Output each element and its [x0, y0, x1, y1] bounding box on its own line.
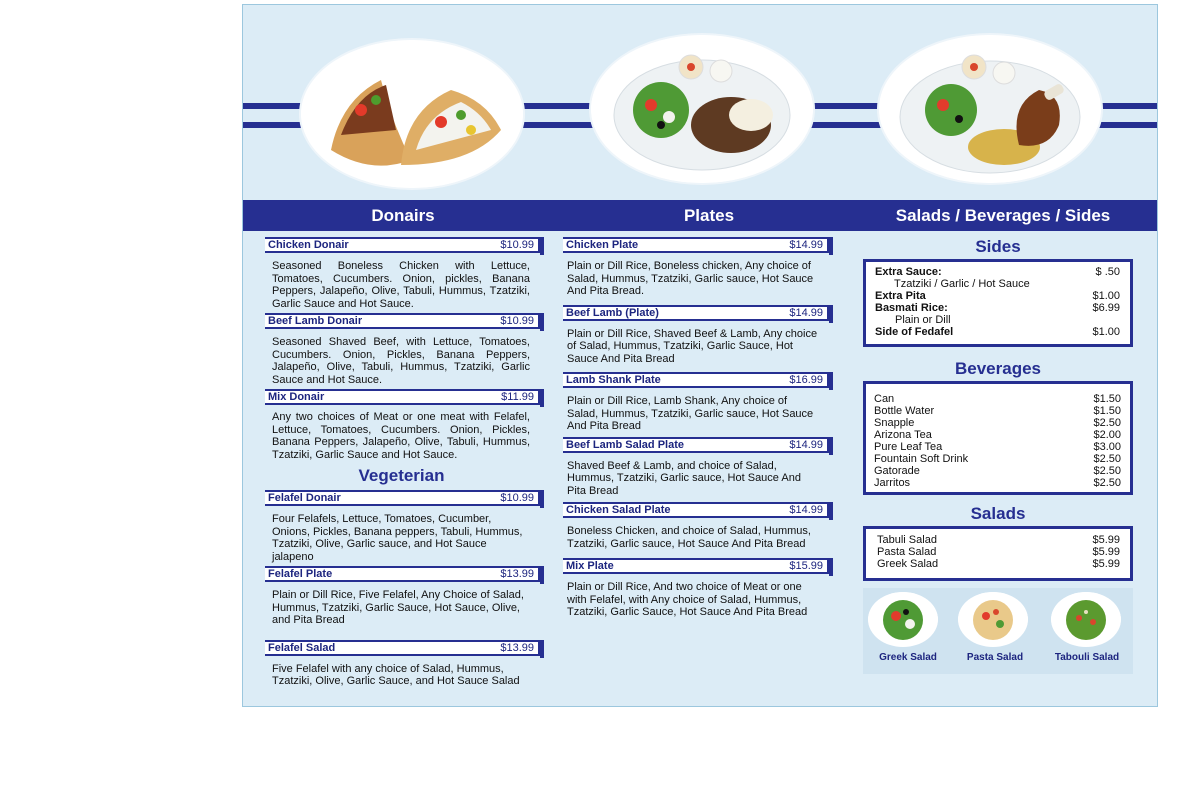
item-price: $16.99 [789, 374, 823, 386]
side-name: Extra Pita [875, 290, 926, 302]
item-description: Plain or Dill Rice, Five Felafel, Any Choice of Salad, Hummus, Tzatziki, Garlic Sauce, Hot Sauce, Olive, and Pita Bread [272, 589, 524, 626]
menu-item [265, 490, 538, 566]
item-name: Felafel Salad [268, 641, 336, 654]
beverages-heading: Beverages [954, 359, 1041, 378]
item-description: Seasoned Shaved Beef, with Lettuce, Tomatoes, Cucumbers. Onion, Pickles, Banana Peppers, Jalapeño, Olive, Tabuli, Hummus, Tzatziki, Garlic Sauce and Hot Sauce. [272, 336, 530, 386]
item-header [265, 640, 538, 656]
menu-item [563, 558, 827, 622]
section-header-bar [243, 200, 1157, 231]
side-price: $1.00 [1092, 326, 1120, 338]
salad-row-price: $5.99 [1092, 534, 1120, 546]
donairs-column [265, 237, 538, 691]
menu-board [242, 4, 1158, 707]
beverage-row-name: Gatorade [874, 465, 920, 477]
vegeterian-heading: Vegeterian [358, 466, 445, 485]
item-header [265, 389, 538, 405]
item-name: Beef Lamb Salad Plate [566, 438, 684, 451]
item-price: $13.99 [500, 568, 534, 580]
item-header [563, 502, 827, 518]
menu-item [563, 305, 827, 369]
beverage-row [874, 477, 1121, 489]
item-description: Any two choices of Meat or one meat with Felafel, Lettuce, Tomatoes, Cucumbers. Onion, Pickles, Banana Peppers, Jalapeño, Olive, Tabuli, Hummus, Tzatziki, Garlic Sauce and Hot Sauce. [272, 411, 530, 461]
side-name: Extra Sauce: [875, 266, 942, 278]
beverage-row-name: Bottle Water [874, 405, 935, 417]
greek-salad-caption: Greek Salad [879, 652, 937, 663]
beverage-row-name: Can [874, 393, 895, 405]
salads-box [863, 526, 1133, 581]
salad-row-name: Pasta Salad [877, 546, 937, 558]
beverage-row-name: Snapple [874, 417, 915, 429]
beverage-row [874, 393, 1121, 405]
beverage-row-name: Jarritos [874, 477, 911, 489]
item-name: Beef Lamb Donair [268, 315, 363, 327]
item-header [265, 313, 538, 329]
item-description: Seasoned Boneless Chicken with Lettuce, Tomatoes, Cucumbers. Onion, pickles, Banana Peppers, Jalapeño, Olive, Tabuli, Hummus, Tzatziki, Garlic Sauce and Hot Sauce. [272, 260, 530, 310]
beverage-list [874, 393, 1121, 489]
menu-item [265, 389, 538, 464]
item-header [563, 237, 827, 253]
beverages-box [863, 381, 1133, 495]
side-row [875, 326, 1120, 338]
item-name: Mix Plate [566, 560, 614, 572]
beverage-row-name: Arizona Tea [874, 429, 932, 441]
item-description: Five Felafel with any choice of Salad, Hummus, Tzatziki, Olive, Garlic Sauce, and Hot Sauce Salad [272, 662, 520, 687]
item-description: Plain or Dill Rice, Shaved Beef & Lamb, Any choice of Salad, Hummus, Tzatziki, Garlic Sauce, Hot Sauce And Pita Bread [567, 327, 818, 365]
side-note: Tzatziki / Garlic / Hot Sauce [894, 278, 1030, 290]
beverage-row-name: Pure Leaf Tea [874, 441, 943, 453]
item-description: Plain or Dill Rice, And two choice of Meat or one with Felafel, with Any choice of Salad, Hummus, Tzatziki, Garlic Sauce, Hot Sauce And Pita Bread [567, 581, 808, 618]
side-price: $ .50 [1095, 266, 1120, 278]
item-name: Beef Lamb (Plate) [566, 306, 659, 319]
side-row [875, 290, 1120, 302]
sides-column [863, 237, 1133, 674]
item-description: Plain or Dill Rice, Boneless chicken, Any choice of Salad, Hummus, Tzatziki, Garlic sauce, Hot Sauce And Pita Bread. [567, 260, 814, 297]
item-header [563, 437, 827, 453]
item-name: Felafel Donair [268, 492, 341, 504]
item-price: $13.99 [500, 641, 534, 654]
salad-photos [863, 588, 1133, 674]
item-price: $14.99 [789, 438, 823, 451]
beverage-row-price: $3.00 [1093, 441, 1121, 453]
tabouli-salad-photo [1051, 592, 1121, 647]
item-price: $10.99 [500, 492, 534, 504]
beverage-row-price: $2.50 [1093, 453, 1121, 465]
beverage-row-price: $2.50 [1093, 465, 1121, 477]
item-name: Lamb Shank Plate [566, 374, 661, 386]
beverage-row [874, 441, 1121, 453]
sides-box [863, 259, 1133, 347]
item-name: Chicken Donair [268, 239, 349, 251]
menu-item [265, 237, 538, 313]
menu-item [265, 313, 538, 389]
donairs-heading: Donairs [371, 206, 435, 225]
plates-heading: Plates [683, 206, 735, 225]
greek-salad-photo [868, 592, 938, 647]
sides-heading: Sides [975, 237, 1021, 256]
lamb-shank-photo [879, 35, 1101, 183]
side-note: Plain or Dill [895, 314, 951, 326]
item-price: $14.99 [789, 239, 823, 251]
beverage-row [874, 453, 1121, 465]
menu-item [563, 437, 827, 501]
item-header [563, 558, 827, 574]
item-price: $14.99 [789, 306, 823, 319]
item-description: Shaved Beef & Lamb, and choice of Salad, Hummus, Tzatziki, Garlic sauce, Hot Sauce And Pita Bread [567, 459, 801, 497]
item-description: Plain or Dill Rice, Lamb Shank, Any choice of Salad, Hummus, Tzatziki, Garlic sauce, Hot Sauce And Pita Bread [567, 395, 814, 432]
side-name: Side of Fedafel [875, 326, 954, 338]
salad-row [877, 546, 1120, 558]
item-price: $10.99 [500, 239, 534, 251]
pasta-salad-photo [958, 592, 1028, 647]
salad-row-name: Greek Salad [877, 558, 939, 570]
item-header [563, 372, 827, 388]
beverage-row-price: $2.00 [1093, 429, 1121, 441]
beverage-row [874, 429, 1121, 441]
pasta-salad-caption: Pasta Salad [966, 652, 1024, 663]
side-row [875, 302, 1120, 314]
item-name: Chicken Salad Plate [566, 504, 671, 516]
item-price: $15.99 [789, 560, 823, 572]
salad-row [877, 534, 1120, 546]
salad-row-name: Tabuli Salad [877, 534, 937, 546]
item-description: Four Felafels, Lettuce, Tomatoes, Cucumber, Onions, Pickles, Banana peppers, Tabuli, Hummus, Tzatziki, Olive, Garlic sauce, and Hot Sauce jalapeno [272, 513, 523, 563]
item-name: Mix Donair [268, 391, 325, 403]
item-price: $14.99 [789, 504, 823, 516]
tabouli-salad-caption: Tabouli Salad [1054, 652, 1120, 663]
item-price: $11.99 [501, 391, 534, 403]
donair-photo [301, 40, 523, 188]
item-description: Boneless Chicken, and choice of Salad, Hummus, Tzatziki, Garlic sauce, Hot Sauce And Pita Bread [567, 525, 811, 550]
item-name: Chicken Plate [566, 239, 639, 251]
plate-photo [591, 35, 813, 183]
salads-beverages-sides-heading: Salads / Beverages / Sides [895, 206, 1111, 225]
side-name: Basmati Rice: [875, 302, 948, 314]
item-price: $10.99 [500, 315, 534, 327]
item-name: Felafel Plate [268, 568, 333, 580]
plates-column [563, 237, 827, 622]
beverage-row [874, 405, 1121, 417]
menu-item [265, 640, 538, 691]
salad-list [877, 534, 1120, 570]
beverage-row [874, 417, 1121, 429]
salad-row-price: $5.99 [1092, 546, 1120, 558]
beverage-row-price: $1.50 [1093, 393, 1121, 405]
item-header [265, 237, 538, 253]
beverage-row-name: Fountain Soft Drink [874, 453, 969, 465]
menu-item [563, 372, 827, 436]
menu-item [563, 502, 827, 553]
salad-row-price: $5.99 [1092, 558, 1120, 570]
item-header [265, 490, 538, 506]
salad-row [877, 558, 1120, 570]
beverage-row [874, 465, 1121, 477]
side-row [875, 266, 1120, 278]
beverage-row-price: $2.50 [1093, 417, 1121, 429]
menu-item [563, 237, 827, 301]
side-price: $6.99 [1092, 302, 1120, 314]
salads-heading: Salads [970, 504, 1026, 523]
item-header [265, 566, 538, 582]
item-header [563, 305, 827, 321]
menu-item [265, 566, 538, 630]
beverage-row-price: $1.50 [1093, 405, 1121, 417]
side-price: $1.00 [1092, 290, 1120, 302]
beverage-row-price: $2.50 [1093, 477, 1121, 489]
